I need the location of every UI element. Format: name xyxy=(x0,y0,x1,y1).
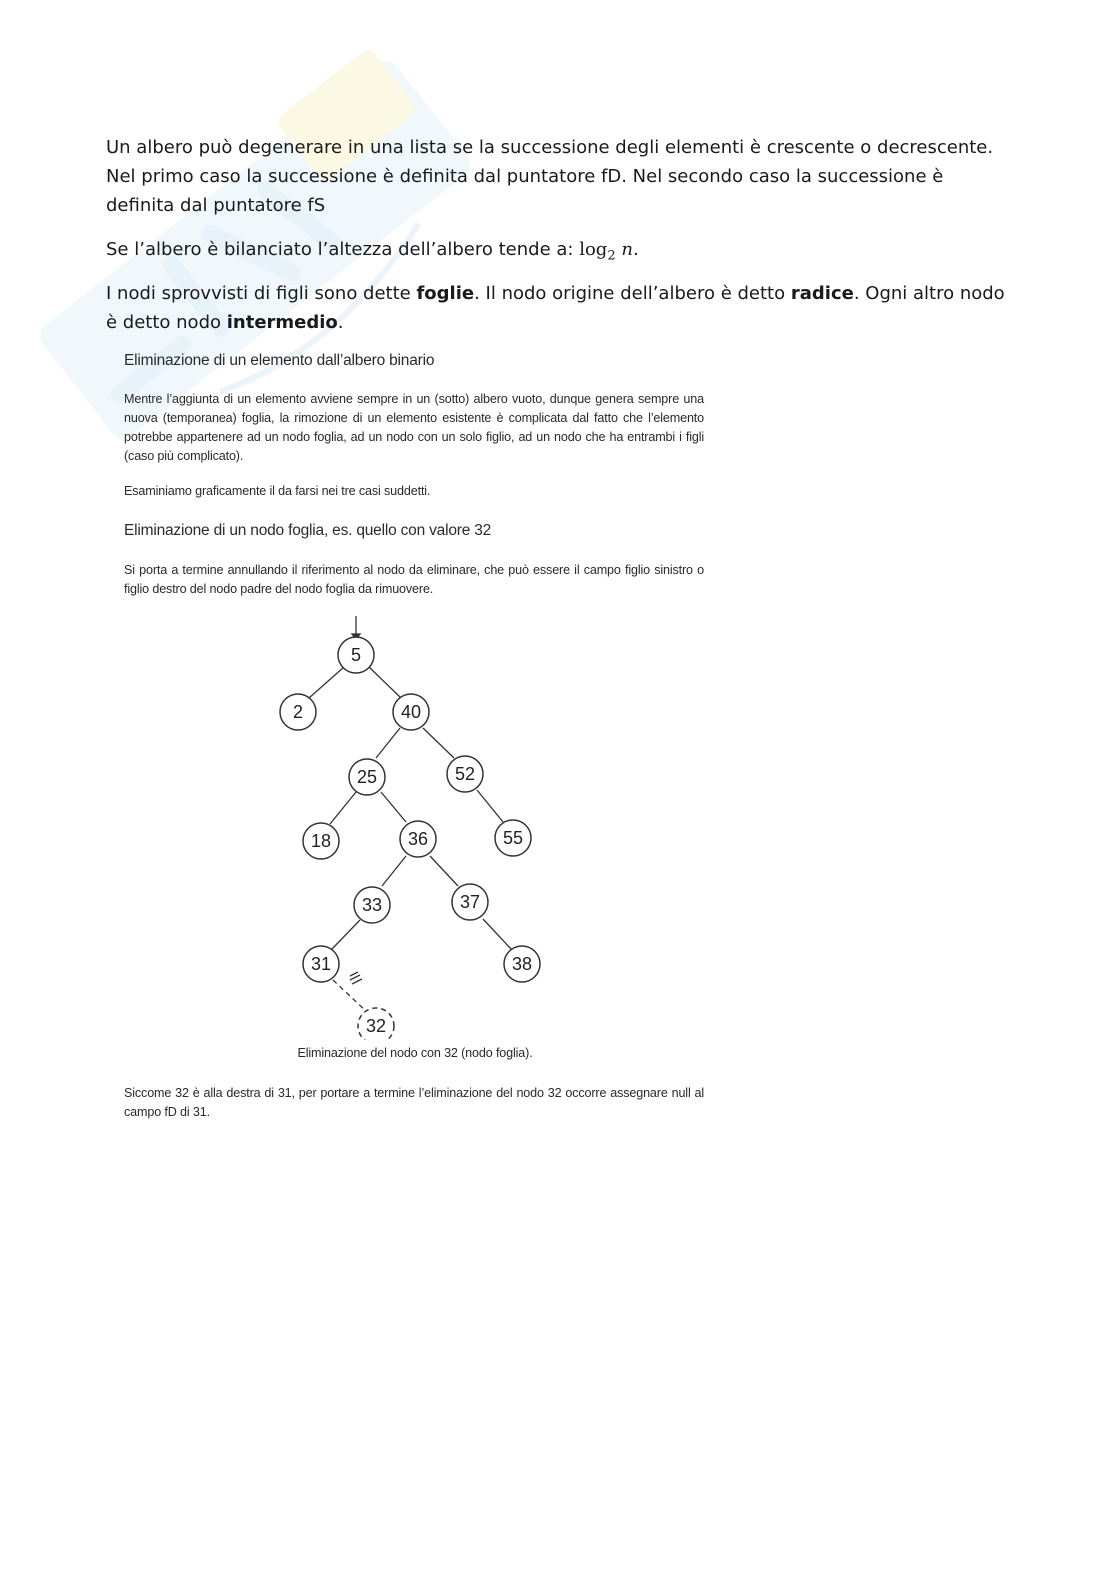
excerpt-heading-leaf-deletion: Eliminazione di un nodo foglia, es. quello con valore 32 xyxy=(124,522,492,539)
node-label-33: 33 xyxy=(361,895,383,915)
excerpt-text-conclusion: Siccome 32 è alla destra di 31, per portare a termine l’eliminazione del nodo 32 occorre assegnare null al campo fD di 31. xyxy=(124,1086,704,1119)
edge-40-25 xyxy=(376,728,400,758)
excerpt-text-three-cases: Esaminiamo graficamente il da farsi nei tre casi suddetti. xyxy=(124,484,431,498)
paragraph-degenerate-list: Un albero può degenerare in una lista se la successione degli elementi è crescente o decrescente. Nel primo caso la successione è definita dal puntatore fD. Nel secondo caso la successione è definita dal puntatore fS xyxy=(106,137,994,216)
node-label-31: 31 xyxy=(310,954,332,974)
node-label-5: 5 xyxy=(350,645,362,665)
edge-25-36 xyxy=(381,792,406,822)
node-label-37: 37 xyxy=(459,892,481,912)
edge-25-18 xyxy=(330,792,356,824)
edge-33-31 xyxy=(332,920,360,949)
node-label-38: 38 xyxy=(511,954,533,974)
binary-tree-diagram xyxy=(270,610,560,1040)
node-label-2: 2 xyxy=(292,702,304,722)
excerpt-text-leaf-procedure: Si porta a termine annullando il riferimento al nodo da eliminare, che può essere il campo figlio sinistro o figlio destro del nodo padre del nodo foglia da rimuovere. xyxy=(124,563,704,596)
excerpt-heading-deletion: Eliminazione di un elemento dall’albero binario xyxy=(124,352,435,369)
node-label-25: 25 xyxy=(356,767,378,787)
node-label-18: 18 xyxy=(310,831,332,851)
term-radice: radice xyxy=(790,283,854,304)
null-reference-marker xyxy=(350,972,362,984)
edge-36-37 xyxy=(430,856,458,886)
node-label-32: 32 xyxy=(365,1016,387,1036)
term-foglie: foglie xyxy=(416,283,475,304)
node-label-52: 52 xyxy=(454,764,476,784)
edge-52-55 xyxy=(477,790,503,822)
figure-caption: Eliminazione del nodo con 32 (nodo foglia). xyxy=(297,1046,533,1060)
excerpt-text-insertion-vs-removal: Mentre l’aggiunta di un elemento avviene sempre in un (sotto) albero vuoto, dunque genera sempre una nuova (temporanea) foglia, la rimozione di un elemento esistente è complicata dal fatto che l’elemento potrebbe appartenere ad un nodo foglia, ad un nodo con un solo figlio, ad un nodo che ha entrambi i figli (caso più complicato). xyxy=(124,392,704,463)
term-intermedio: intermedio xyxy=(226,312,338,333)
edge-37-38 xyxy=(483,919,512,950)
edge-5-2 xyxy=(309,667,344,698)
balanced-text: Se l’albero è bilanciato l’altezza dell’albero tende a: xyxy=(106,239,580,260)
edge-36-33 xyxy=(382,856,406,886)
paragraph-balanced-height: Se l’albero è bilanciato l’altezza dell’albero tende a: $\log_2 n$. xyxy=(106,239,639,264)
node-label-36: 36 xyxy=(407,829,429,849)
edge-40-52 xyxy=(423,728,454,758)
node-label-40: 40 xyxy=(400,702,422,722)
node-label-55: 55 xyxy=(502,828,524,848)
log-formula: $\log_2 n$ xyxy=(579,239,633,264)
edge-31-32-removed xyxy=(333,980,368,1013)
edge-5-40 xyxy=(369,667,400,697)
paragraph-node-types: I nodi sprovvisti di figli sono dette foglie. Il nodo origine dell’albero è detto radice. Ogni altro nodo è detto nodo intermedio. xyxy=(106,283,1005,333)
